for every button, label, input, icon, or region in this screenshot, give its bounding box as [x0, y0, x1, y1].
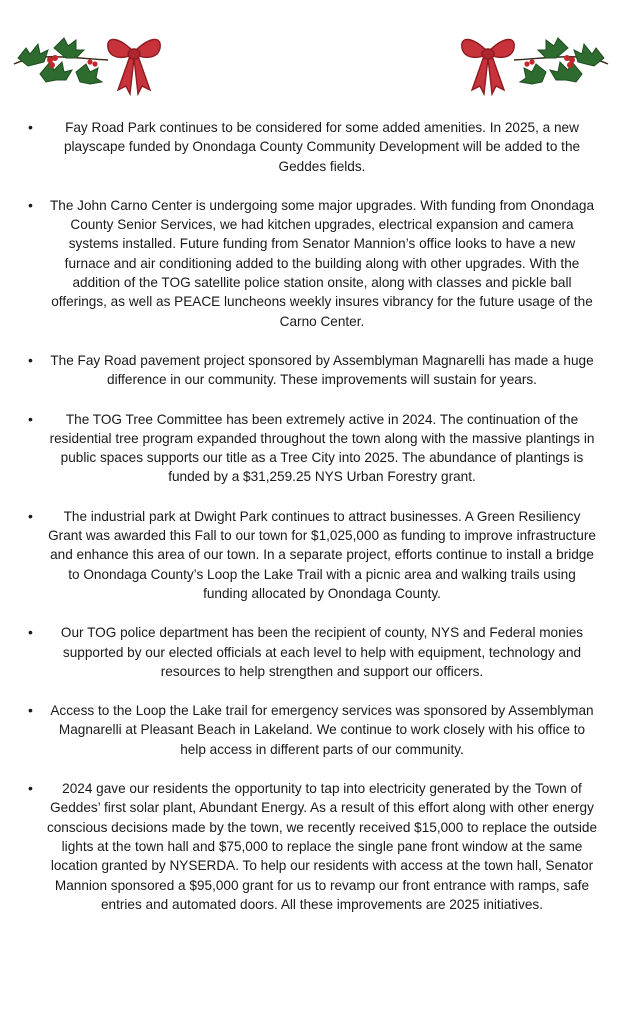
bullet-icon: • [28, 780, 33, 797]
bullet-icon: • [28, 410, 33, 427]
bullet-list [26, 118, 598, 934]
list-item-text: Access to the Loop the Lake trail for emergency services was sponsored by Assemblyman Magnarelli at Pleasant Beach in Lakeland. We continue to work closely with his office to help access in different parts of our community. [50, 703, 594, 757]
list-item-text: The Fay Road pavement project sponsored by Assemblyman Magnarelli has made a huge difference in our community. These improvements will sustain for years. [50, 352, 594, 388]
bullet-icon: • [28, 624, 33, 641]
list-item-text: Fay Road Park continues to be considered for some added amenities. In 2025, a new playscape funded by Onondaga County Community Development will be added to the Geddes fields. [63, 120, 581, 174]
list-item [26, 196, 598, 331]
list-item [26, 118, 598, 176]
bullet-icon: • [28, 119, 33, 135]
list-item-text: Our TOG police department has been the recipient of county, NYS and Federal monies supported by our elected officials at each level to help with equipment, technology and resources to help strengthen and support our officers. [60, 625, 584, 679]
list-item [26, 623, 598, 681]
list-item-text: The industrial park at Dwight Park continues to attract businesses. A Green Resiliency Grant was awarded this Fall to our town for $1,025,000 as funding to improve infrastructure and enhance this area of our town. In a separate project, efforts continue to install a bridge to Onondaga County’s Loop the Lake Trail with a picnic area and walking trails using funding allocated by Onondaga County. [48, 508, 596, 601]
list-item [26, 351, 598, 390]
list-item-text: The TOG Tree Committee has been extremely active in 2024. The continuation of the residential tree program expanded throughout the town along with the massive plantings in public spaces supports our title as a Tree City into 2025. The abundance of plantings is funded by a $31,259.25 NYS Urban Forestry grant. [49, 411, 595, 485]
list-item-text: 2024 gave our residents the opportunity to tap into electricity generated by the Town of Geddes’ first solar plant, Abundant Energy. As a result of this effort along with other energy conscious decisions made by the town, we recently received $15,000 to replace the outside lights at the town hall and $75,000 to replace the single pane front window at the same location granted by NYSERDA. To help our residents with access at the town hall, Senator Mannion sponsored a $95,000 grant for us to revamp our front entrance with ramps, safe entries and automated doors. All these improvements are 2025 initiatives. [46, 781, 598, 912]
holly-bow-garland-right-icon [452, 18, 612, 98]
holly-garland-icon [514, 38, 608, 84]
list-item [26, 779, 598, 914]
bullet-icon: • [28, 351, 33, 368]
list-item-text: The John Carno Center is undergoing some major upgrades. With funding from Onondaga County Senior Services, we had kitchen upgrades, electrical expansion and camera systems installed. Future funding from Senator Mannion’s office looks to have a new furnace and air conditioning added to the building along with other upgrades. With the addition of the TOG satellite police station onsite, along with classes and pickle ball offerings, as well as PEACE luncheons weekly insures vibrancy for the future usage of the Carno Center. [49, 197, 595, 329]
holly-bow-garland-left-icon [10, 18, 170, 98]
bullet-icon: • [28, 507, 33, 524]
list-item [26, 410, 598, 487]
list-item [26, 701, 598, 759]
bullet-icon: • [28, 702, 33, 719]
list-item [26, 507, 598, 603]
holly-garland-icon [14, 38, 108, 84]
red-bow-icon [462, 39, 514, 94]
red-bow-icon [108, 39, 160, 94]
bullet-icon: • [28, 196, 33, 213]
